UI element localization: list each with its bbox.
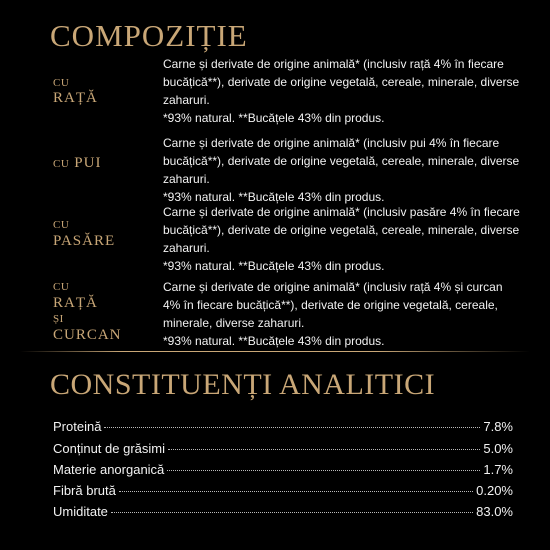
variant-label-pasare [53, 220, 115, 249]
analytic-label: Conținut de grăsimi [53, 441, 165, 456]
variant-name-second: CURCAN [53, 327, 122, 343]
natural-note: *93% natural. **Bucățele 43% din produs. [163, 190, 385, 204]
analytic-value: 5.0% [483, 441, 513, 456]
variant-name: RAȚĂ [53, 295, 98, 311]
ingredients-text: Carne și derivate de origine animală* (inclusiv pasăre 4% în fiecare bucățică**), derivate de origine vegetală, cereale, minerale, diverse zaharuri. [163, 205, 520, 255]
dot-leader [168, 449, 480, 450]
analytic-row-fat [53, 441, 513, 456]
variant-prefix: CU [53, 219, 70, 231]
variant-label-rata-curcan [53, 282, 122, 343]
analytic-value: 83.0% [476, 504, 513, 519]
dot-leader [167, 470, 480, 471]
dot-leader [119, 491, 473, 492]
variant-name: RAȚĂ [53, 90, 98, 106]
analytic-label: Materie anorganică [53, 462, 165, 477]
variant-text-pasare [163, 203, 523, 275]
variant-text-rata [163, 55, 523, 127]
variant-prefix: CU [53, 77, 70, 89]
analytic-label: Proteină [53, 419, 102, 434]
ingredients-text: Carne și derivate de origine animală* (inclusiv rață 4% în fiecare bucățică**), derivate de origine vegetală, cereale, minerale, diverse zaharuri. [163, 57, 520, 107]
analytic-row-protein [53, 419, 513, 434]
variant-label-rata [53, 78, 98, 106]
section-divider [20, 351, 530, 352]
variant-text-rata-curcan [163, 278, 523, 350]
dot-leader [104, 427, 480, 428]
analytic-value: 0.20% [476, 483, 513, 498]
analytic-row-fibre [53, 483, 513, 498]
ingredients-text: Carne și derivate de origine animală* (inclusiv rață 4% și curcan 4% în fiecare bucățică**), derivate de origine vegetală, cereale, minerale, diverse zaharuri. [163, 280, 503, 330]
analytic-row-ash [53, 462, 513, 477]
analytic-label: Fibră brută [53, 483, 116, 498]
analytic-value: 1.7% [483, 462, 513, 477]
natural-note: *93% natural. **Bucățele 43% din produs. [163, 259, 385, 273]
natural-note: *93% natural. **Bucățele 43% din produs. [163, 334, 385, 348]
variant-name: PASĂRE [53, 233, 116, 249]
ingredients-text: Carne și derivate de origine animală* (inclusiv pui 4% în fiecare bucățică**), derivate de origine vegetală, cereale, minerale, diverse zaharuri. [163, 136, 520, 186]
variant-name: PUI [74, 155, 102, 171]
variant-name-conjunction: ȘI [53, 313, 64, 325]
analytics-title: CONSTITUENȚI ANALITICI [50, 368, 436, 401]
composition-title: COMPOZIȚIE [50, 18, 248, 53]
analytic-label: Umiditate [53, 504, 108, 519]
variant-prefix: CU [53, 281, 70, 293]
natural-note: *93% natural. **Bucățele 43% din produs. [163, 111, 385, 125]
variant-text-pui [163, 134, 523, 206]
variant-prefix: CU [53, 158, 70, 170]
dot-leader [111, 512, 473, 513]
analytic-value: 7.8% [483, 419, 513, 434]
variant-label-pui [53, 156, 101, 171]
analytic-row-moisture [53, 504, 513, 519]
